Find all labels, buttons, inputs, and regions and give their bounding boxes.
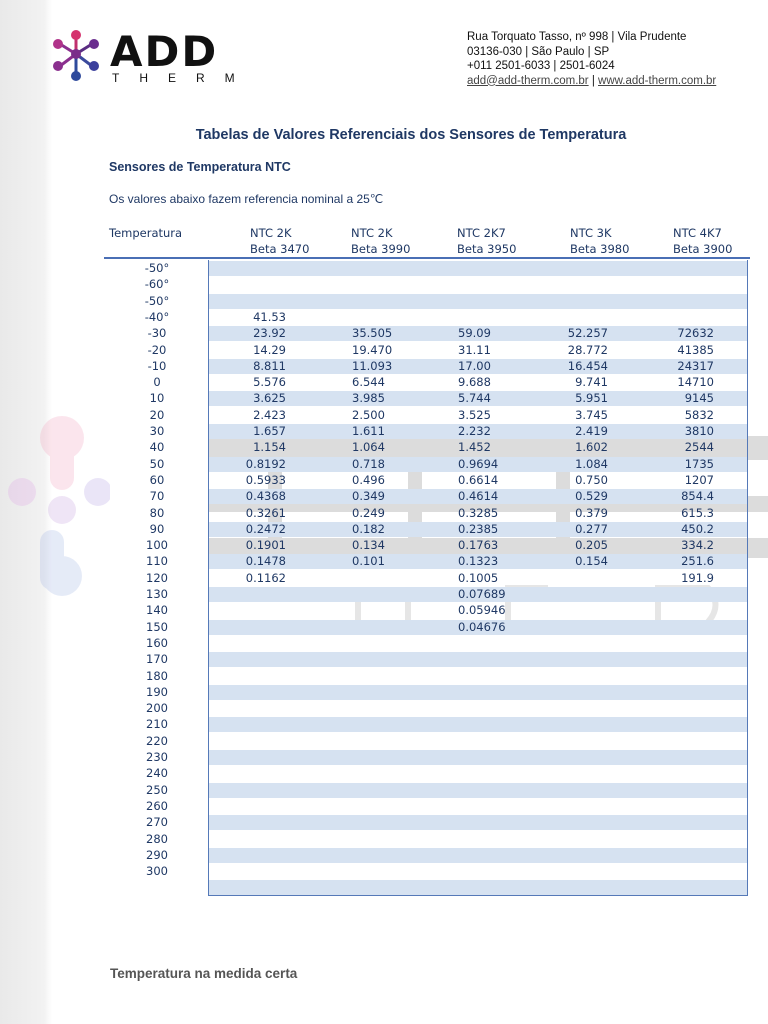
table-row xyxy=(0,472,768,488)
resistance-cell: 0.718 xyxy=(352,456,385,471)
table-row xyxy=(0,358,768,374)
table-row xyxy=(0,456,768,472)
resistance-cell: 5832 xyxy=(684,407,714,422)
resistance-cell: 52.257 xyxy=(567,326,608,341)
resistance-cell: 5.744 xyxy=(458,391,491,406)
resistance-cell: 72632 xyxy=(677,326,714,341)
website-link[interactable]: www.add-therm.com.br xyxy=(598,74,717,87)
temperature-cell: 150 xyxy=(146,619,168,634)
resistance-cell: 23.92 xyxy=(253,326,286,341)
resistance-cell: 28.772 xyxy=(567,342,608,357)
temperature-cell: 190 xyxy=(146,684,168,699)
resistance-cell: 0.182 xyxy=(352,521,385,536)
table-row xyxy=(0,407,768,423)
resistance-cell: 6.544 xyxy=(352,375,385,390)
temperature-cell: 70 xyxy=(149,489,165,504)
table-row xyxy=(0,847,768,863)
contact-separator: | xyxy=(588,74,599,87)
resistance-cell: 41.53 xyxy=(253,309,286,324)
temperature-cell: 0 xyxy=(153,375,161,390)
temperature-cell: 170 xyxy=(146,652,168,667)
temperature-cell: -30 xyxy=(147,326,167,341)
resistance-cell: 41385 xyxy=(677,342,714,357)
temperature-cell: 90 xyxy=(149,521,165,536)
temperature-cell: 80 xyxy=(149,505,165,520)
table-row xyxy=(0,342,768,358)
resistance-cell: 1735 xyxy=(684,456,714,471)
resistance-cell: 0.134 xyxy=(352,538,385,553)
table-row xyxy=(0,831,768,847)
footer-slogan: Temperatura na medida certa xyxy=(110,966,298,981)
temperature-cell: 300 xyxy=(146,864,168,879)
resistance-cell: 450.2 xyxy=(681,521,714,536)
table-row xyxy=(0,325,768,341)
table-row xyxy=(0,570,768,586)
document-title: Tabelas de Valores Referenciais dos Sensores de Temperatura xyxy=(195,127,627,143)
resistance-cell: 3.525 xyxy=(458,407,491,422)
table-row xyxy=(0,619,768,635)
table-row xyxy=(0,814,768,830)
resistance-cell: 1.452 xyxy=(458,440,491,455)
resistance-cell: 251.6 xyxy=(681,554,714,569)
temperature-cell: 240 xyxy=(146,766,168,781)
resistance-cell: 0.277 xyxy=(575,521,608,536)
table-row xyxy=(0,390,768,406)
reference-note: Os valores abaixo fazem referencia nominal a 25℃ xyxy=(109,192,384,206)
resistance-cell: 0.1005 xyxy=(458,570,499,585)
table-row xyxy=(0,651,768,667)
temperature-cell: -40° xyxy=(144,309,170,324)
temperature-cell: 290 xyxy=(146,847,168,862)
resistance-cell: 35.505 xyxy=(352,326,393,341)
resistance-cell: 1.657 xyxy=(253,424,286,438)
table-row xyxy=(0,260,768,276)
header-ntc-3k-3980: NTC 3K Beta 3980 xyxy=(570,226,630,256)
table-row xyxy=(0,765,768,781)
resistance-cell: 0.496 xyxy=(352,472,385,487)
table-header-rule xyxy=(104,257,750,259)
temperature-cell: 30 xyxy=(149,424,165,438)
resistance-cell: 1.611 xyxy=(352,424,385,438)
table-row xyxy=(0,439,768,455)
resistance-cell: 3.625 xyxy=(253,391,286,406)
table-row xyxy=(0,293,768,309)
resistance-cell: 0.6614 xyxy=(458,472,499,487)
resistance-cell: 0.1763 xyxy=(458,538,499,553)
temperature-cell: 200 xyxy=(146,701,168,716)
temperature-cell: -10 xyxy=(147,358,167,373)
temperature-cell: 160 xyxy=(146,635,168,650)
resistance-cell: 0.1478 xyxy=(245,554,286,569)
table-row xyxy=(0,488,768,504)
resistance-cell: 1.064 xyxy=(352,440,385,455)
temperature-cell: 120 xyxy=(146,570,168,585)
resistance-cell: 0.04676 xyxy=(458,619,506,634)
resistance-cell: 0.3285 xyxy=(458,505,499,520)
resistance-cell: 2.232 xyxy=(458,424,491,438)
address-line1: Rua Torquato Tasso, nº 998 | Vila Prudente xyxy=(467,31,687,43)
resistance-cell: 1.084 xyxy=(575,456,608,471)
logo-subtext: THERM xyxy=(112,71,255,85)
table-row xyxy=(0,423,768,439)
add-therm-logo xyxy=(48,26,288,86)
temperature-cell: 270 xyxy=(146,815,168,830)
header-ntc-2k-3470: NTC 2K Beta 3470 xyxy=(250,226,310,256)
resistance-cell: 3.745 xyxy=(575,407,608,422)
temperature-cell: 180 xyxy=(146,668,168,683)
table-row xyxy=(0,586,768,602)
resistance-cell: 1207 xyxy=(684,472,714,487)
resistance-cell: 9145 xyxy=(684,391,714,406)
resistance-cell: 16.454 xyxy=(567,358,608,373)
section-title: Sensores de Temperatura NTC xyxy=(109,160,291,174)
table-row xyxy=(0,537,768,553)
temperature-cell: -60° xyxy=(144,277,170,292)
temperature-cell: 230 xyxy=(146,750,168,764)
temperature-cell: 110 xyxy=(146,554,168,569)
temperature-cell: 260 xyxy=(146,798,168,813)
header-temperatura: Temperatura xyxy=(109,226,183,240)
resistance-cell: 2.419 xyxy=(575,424,608,438)
resistance-cell: 1.602 xyxy=(575,440,608,455)
temperature-cell: -50° xyxy=(144,261,170,275)
resistance-cell: 854.4 xyxy=(681,489,714,504)
table-row xyxy=(0,374,768,390)
address-line2: 03136-030 | São Paulo | SP xyxy=(467,45,610,58)
resistance-cell: 2544 xyxy=(684,440,714,455)
resistance-cell: 0.8192 xyxy=(245,456,286,471)
temperature-cell: 100 xyxy=(146,538,168,553)
resistance-cell: 0.750 xyxy=(575,472,608,487)
resistance-cell: 11.093 xyxy=(352,358,393,373)
resistance-cell: 2.500 xyxy=(352,407,385,422)
resistance-cell: 0.3261 xyxy=(245,505,286,520)
resistance-cell: 0.07689 xyxy=(458,587,506,601)
resistance-cell: 0.349 xyxy=(352,489,385,504)
resistance-cell: 5.576 xyxy=(253,375,286,390)
temperature-cell: 50 xyxy=(149,456,165,471)
resistance-cell: 59.09 xyxy=(458,326,491,341)
resistance-cell: 0.2385 xyxy=(458,521,499,536)
resistance-cell: 0.249 xyxy=(352,505,385,520)
table-row xyxy=(0,521,768,537)
resistance-cell: 17.00 xyxy=(458,358,491,373)
table-row xyxy=(0,798,768,814)
resistance-cell: 9.741 xyxy=(575,375,608,390)
resistance-cell: 0.529 xyxy=(575,489,608,504)
table-row xyxy=(0,716,768,732)
resistance-cell: 0.4368 xyxy=(245,489,286,504)
header-ntc-2k7-3950: NTC 2K7 Beta 3950 xyxy=(457,226,517,256)
resistance-cell: 3.985 xyxy=(352,391,385,406)
resistance-cell: 0.4614 xyxy=(458,489,499,504)
resistance-cell: 0.1901 xyxy=(245,538,286,553)
resistance-cell: 0.2472 xyxy=(245,521,286,536)
resistance-cell: 0.205 xyxy=(575,538,608,553)
phone-line: +011 2501-6033 | 2501-6024 xyxy=(467,60,615,72)
temperature-cell: 280 xyxy=(146,831,168,846)
table-row xyxy=(0,684,768,700)
table-row xyxy=(0,309,768,325)
temperature-cell: 210 xyxy=(146,717,168,732)
temperature-cell: 250 xyxy=(146,782,168,797)
resistance-cell: 191.9 xyxy=(681,570,714,585)
table-row xyxy=(0,505,768,521)
resistance-cell: 2.423 xyxy=(253,407,286,422)
resistance-cell: 0.05946 xyxy=(458,603,506,618)
temperature-cell: -20 xyxy=(147,342,167,357)
resistance-cell: 9.688 xyxy=(458,375,491,390)
resistance-cell: 8.811 xyxy=(253,358,286,373)
table-row xyxy=(0,602,768,618)
resistance-cell: 0.154 xyxy=(575,554,608,569)
resistance-cell: 0.1162 xyxy=(245,570,286,585)
temperature-cell: 140 xyxy=(146,603,168,618)
table-row xyxy=(0,733,768,749)
temperature-cell: 20 xyxy=(149,407,165,422)
table-row xyxy=(0,635,768,651)
resistance-cell: 334.2 xyxy=(681,538,714,553)
resistance-cell: 14710 xyxy=(677,375,714,390)
header-ntc-4k7-3900: NTC 4K7 Beta 3900 xyxy=(673,226,733,256)
table-row xyxy=(0,782,768,798)
temperature-cell: 130 xyxy=(146,587,168,601)
contact-block xyxy=(467,30,716,88)
header-ntc-2k-3990: NTC 2K Beta 3990 xyxy=(351,226,411,256)
resistance-cell: 0.101 xyxy=(352,554,385,569)
resistance-cell: 0.9694 xyxy=(458,456,499,471)
resistance-cell: 0.1323 xyxy=(458,554,499,569)
logo-wordmark: ADD xyxy=(110,27,219,76)
logo-emblem-icon xyxy=(53,30,99,81)
table-row xyxy=(0,700,768,716)
resistance-cell: 24317 xyxy=(677,358,714,373)
table-row xyxy=(0,668,768,684)
table-row xyxy=(0,863,768,879)
table-row xyxy=(0,749,768,765)
temperature-cell: 60 xyxy=(149,472,165,487)
resistance-cell: 5.951 xyxy=(575,391,608,406)
resistance-cell: 19.470 xyxy=(352,342,393,357)
table-row xyxy=(0,276,768,292)
temperature-cell: -50° xyxy=(144,293,170,308)
resistance-cell: 0.5933 xyxy=(245,472,286,487)
temperature-cell: 40 xyxy=(149,440,165,455)
temperature-cell: 10 xyxy=(149,391,165,406)
email-link[interactable]: add@add-therm.com.br xyxy=(467,74,589,87)
resistance-cell: 31.11 xyxy=(458,342,491,357)
resistance-cell: 615.3 xyxy=(681,505,714,520)
resistance-cell: 3810 xyxy=(684,424,714,438)
resistance-cell: 14.29 xyxy=(253,342,286,357)
temperature-cell: 220 xyxy=(146,733,168,748)
resistance-cell: 0.379 xyxy=(575,505,608,520)
table-row xyxy=(0,553,768,569)
resistance-cell: 1.154 xyxy=(253,440,286,455)
